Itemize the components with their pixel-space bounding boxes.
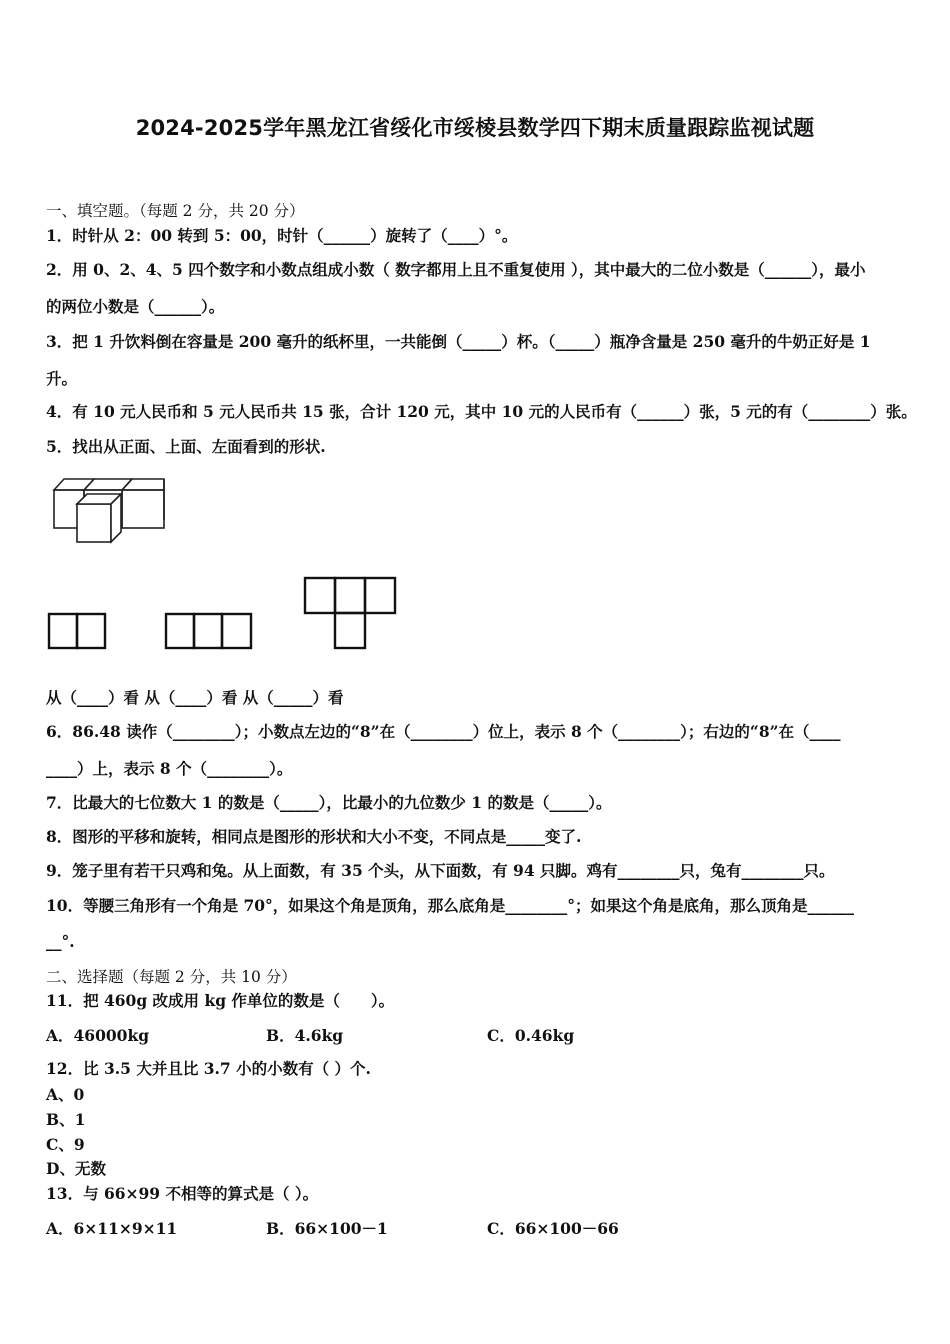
q12-option-d: D、无数	[46, 1159, 106, 1178]
q13-option-a: A．6×11×9×11	[46, 1219, 178, 1238]
q12-option-c: C、9	[46, 1135, 85, 1154]
question-13: 13．与 66×99 不相等的算式是（ ）。	[46, 1184, 319, 1203]
question-7: 7．比最大的七位数大 1 的数是（_____），比最小的九位数少 1 的数是（_____）。	[46, 793, 612, 812]
q12-option-a: A、0	[46, 1085, 85, 1104]
question-4: 4．有 10 元人民币和 5 元人民币共 15 张，合计 120 元，其中 10 元的人民币有（______）张，5 元的有（________）张。	[46, 402, 917, 421]
cube-stack-figure	[50, 475, 170, 547]
q13-option-b: B．66×100－1	[266, 1219, 388, 1238]
q11-option-b: B．4.6kg	[266, 1026, 344, 1045]
question-3-line-2: 升。	[46, 369, 78, 388]
q11-option-c: C．0.46kg	[487, 1026, 575, 1045]
view-shape-t-shape	[303, 576, 397, 650]
q12-option-b: B、1	[46, 1110, 86, 1129]
question-3-line-1: 3．把 1 升饮料倒在容量是 200 毫升的纸杯里，一共能倒（_____）杯。（_____）瓶净含量是 250 毫升的牛奶正好是 1	[46, 332, 871, 351]
q11-option-a: A．46000kg	[46, 1026, 150, 1045]
question-11: 11．把 460g 改成用 kg 作单位的数是（ ）。	[46, 991, 395, 1010]
page-title: 2024-2025学年黑龙江省绥化市绥棱县数学四下期末质量跟踪监视试题	[135, 116, 815, 140]
question-10-line-2: __°.	[46, 932, 75, 951]
question-12: 12．比 3.5 大并且比 3.7 小的小数有（ ）个.	[46, 1059, 371, 1078]
question-8: 8．图形的平移和旋转，相同点是图形的形状和大小不变，不同点是_____变了.	[46, 827, 582, 846]
question-10-line-1: 10．等腰三角形有一个角是 70°，如果这个角是顶角，那么底角是________°；如果这个角是底角，那么顶角是______	[46, 896, 855, 915]
question-6-line-1: 6．86.48 读作（________）；小数点左边的“8”在（________）位上，表示 8 个（________）；右边的“8”在（____	[46, 722, 841, 741]
question-2-line-1: 2．用 0、2、4、5 四个数字和小数点组成小数（ 数字都用上且不重复使用 ），其中最大的二位小数是（______），最小	[46, 260, 866, 279]
question-6-line-2: ____）上，表示 8 个（________）。	[46, 759, 293, 778]
q13-option-c: C．66×100－66	[487, 1219, 619, 1238]
question-5: 5．找出从正面、上面、左面看到的形状.	[46, 437, 326, 456]
section-heading-fill-blank: 一、填空题。（每题 2 分，共 20 分）	[46, 202, 305, 220]
question-5-view-labels: 从（____）看 从（____）看 从（_____）看	[46, 688, 344, 707]
question-1: 1．时针从 2：00 转到 5：00，时针（______）旋转了（____）°。	[46, 226, 518, 245]
view-shape-two-squares	[48, 612, 106, 650]
view-shape-three-squares	[165, 612, 253, 650]
question-2-line-2: 的两位小数是（______）。	[46, 297, 225, 316]
question-9: 9．笼子里有若干只鸡和兔。从上面数，有 35 个头，从下面数，有 94 只脚。鸡有________只，兔有________只。	[46, 861, 835, 880]
section-heading-choice: 二、选择题（每题 2 分，共 10 分）	[46, 968, 297, 986]
